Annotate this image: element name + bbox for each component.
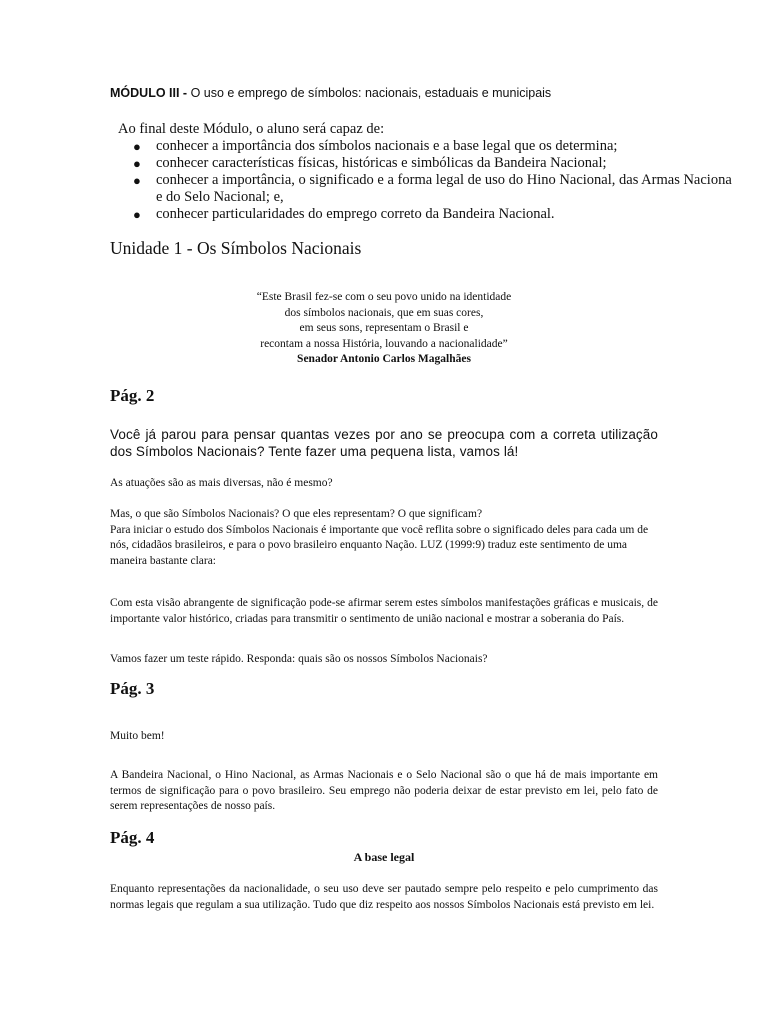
page-label: Pág. 2 <box>110 386 155 405</box>
paragraph: Com esta visão abrangente de significação pode-se afirmar serem estes símbolos manifestações gráficas e musicais, de importante valor histórico, criadas para transmitir o sentimento de união nacional e mostrar a soberania do País. <box>110 597 658 625</box>
page-label: Pág. 4 <box>110 828 155 847</box>
paragraph: Muito bem! <box>110 730 165 742</box>
quote-line: “Este Brasil fez-se com o seu povo unido na identidade <box>256 291 512 303</box>
list-item <box>133 172 768 189</box>
bullet-icon: ● <box>133 173 141 188</box>
intro-text: Ao final deste Módulo, o aluno será capaz de: <box>118 121 385 137</box>
list-item <box>133 155 768 172</box>
page-label: Pág. 3 <box>110 679 155 698</box>
list-item <box>133 138 768 155</box>
quote-line: dos símbolos nacionais, que em suas cores, <box>284 306 484 319</box>
list-item-continuation <box>133 189 768 206</box>
paragraph-text: Para iniciar o estudo dos Símbolos Nacionais é importante que você reflita sobre o significado deles para cada um de nós, cidadãos brasileiros, e para o povo brasileiro enquanto Nação. LUZ (1999:9) traduz este sentimento de uma maneira bastante clara: <box>110 523 649 567</box>
bullet-icon: ● <box>133 139 141 154</box>
paragraph: Enquanto representações da nacionalidade, o seu uso deve ser pautado sempre pelo respeito e pelo cumprimento das normas legais que regulam a sua utilização. Tudo que diz respeito aos nossos Símbolos Nacionais está previsto em lei. <box>110 883 658 911</box>
paragraph-line: Mas, o que são Símbolos Nacionais? O que eles representam? O que significam? <box>110 508 483 520</box>
quote-line: em seus sons, representam o Brasil e <box>299 322 469 334</box>
paragraph <box>110 507 658 569</box>
module-title <box>110 86 551 100</box>
objective-text: conhecer particularidades do emprego correto da Bandeira Nacional. <box>156 206 555 222</box>
module-title-text: O uso e emprego de símbolos: nacionais, estaduais e municipais <box>190 86 552 100</box>
paragraph: As atuações são as mais diversas, não é mesmo? <box>110 477 333 489</box>
quote-line: recontam a nossa História, louvando a nacionalidade” <box>260 337 508 350</box>
objective-text: conhecer características físicas, históricas e simbólicas da Bandeira Nacional; <box>156 155 607 171</box>
section-title: A base legal <box>353 850 415 864</box>
quote-author: Senador Antonio Carlos Magalhães <box>297 353 471 365</box>
bullet-icon: ● <box>133 156 141 171</box>
objective-text: conhecer a importância, o significado e a forma legal de uso do Hino Nacional, das Armas Naciona <box>156 172 732 188</box>
list-item <box>133 206 768 223</box>
unit-heading: Unidade 1 - Os Símbolos Nacionais <box>110 238 362 258</box>
paragraph: A Bandeira Nacional, o Hino Nacional, as Armas Nacionais e o Selo Nacional são o que há de mais importante em termos de significação para o povo brasileiro. Seu emprego não poderia deixar de estar previsto em lei, pelo fato de serem representações de nosso país. <box>110 769 658 812</box>
module-prefix: MÓDULO III - <box>110 86 191 100</box>
objectives-list <box>133 138 768 223</box>
paragraph: Vamos fazer um teste rápido. Responda: quais são os nossos Símbolos Nacionais? <box>110 653 488 665</box>
objective-text: conhecer a importância dos símbolos nacionais e a base legal que os determina; <box>156 138 618 154</box>
question-paragraph: Você já parou para pensar quantas vezes por ano se preocupa com a correta utilização dos Símbolos Nacionais? Tente fazer uma pequena lista, vamos lá! <box>110 427 658 459</box>
epigraph-quote <box>110 290 658 368</box>
objective-text: e do Selo Nacional; e, <box>156 189 284 205</box>
bullet-icon: ● <box>133 207 141 222</box>
